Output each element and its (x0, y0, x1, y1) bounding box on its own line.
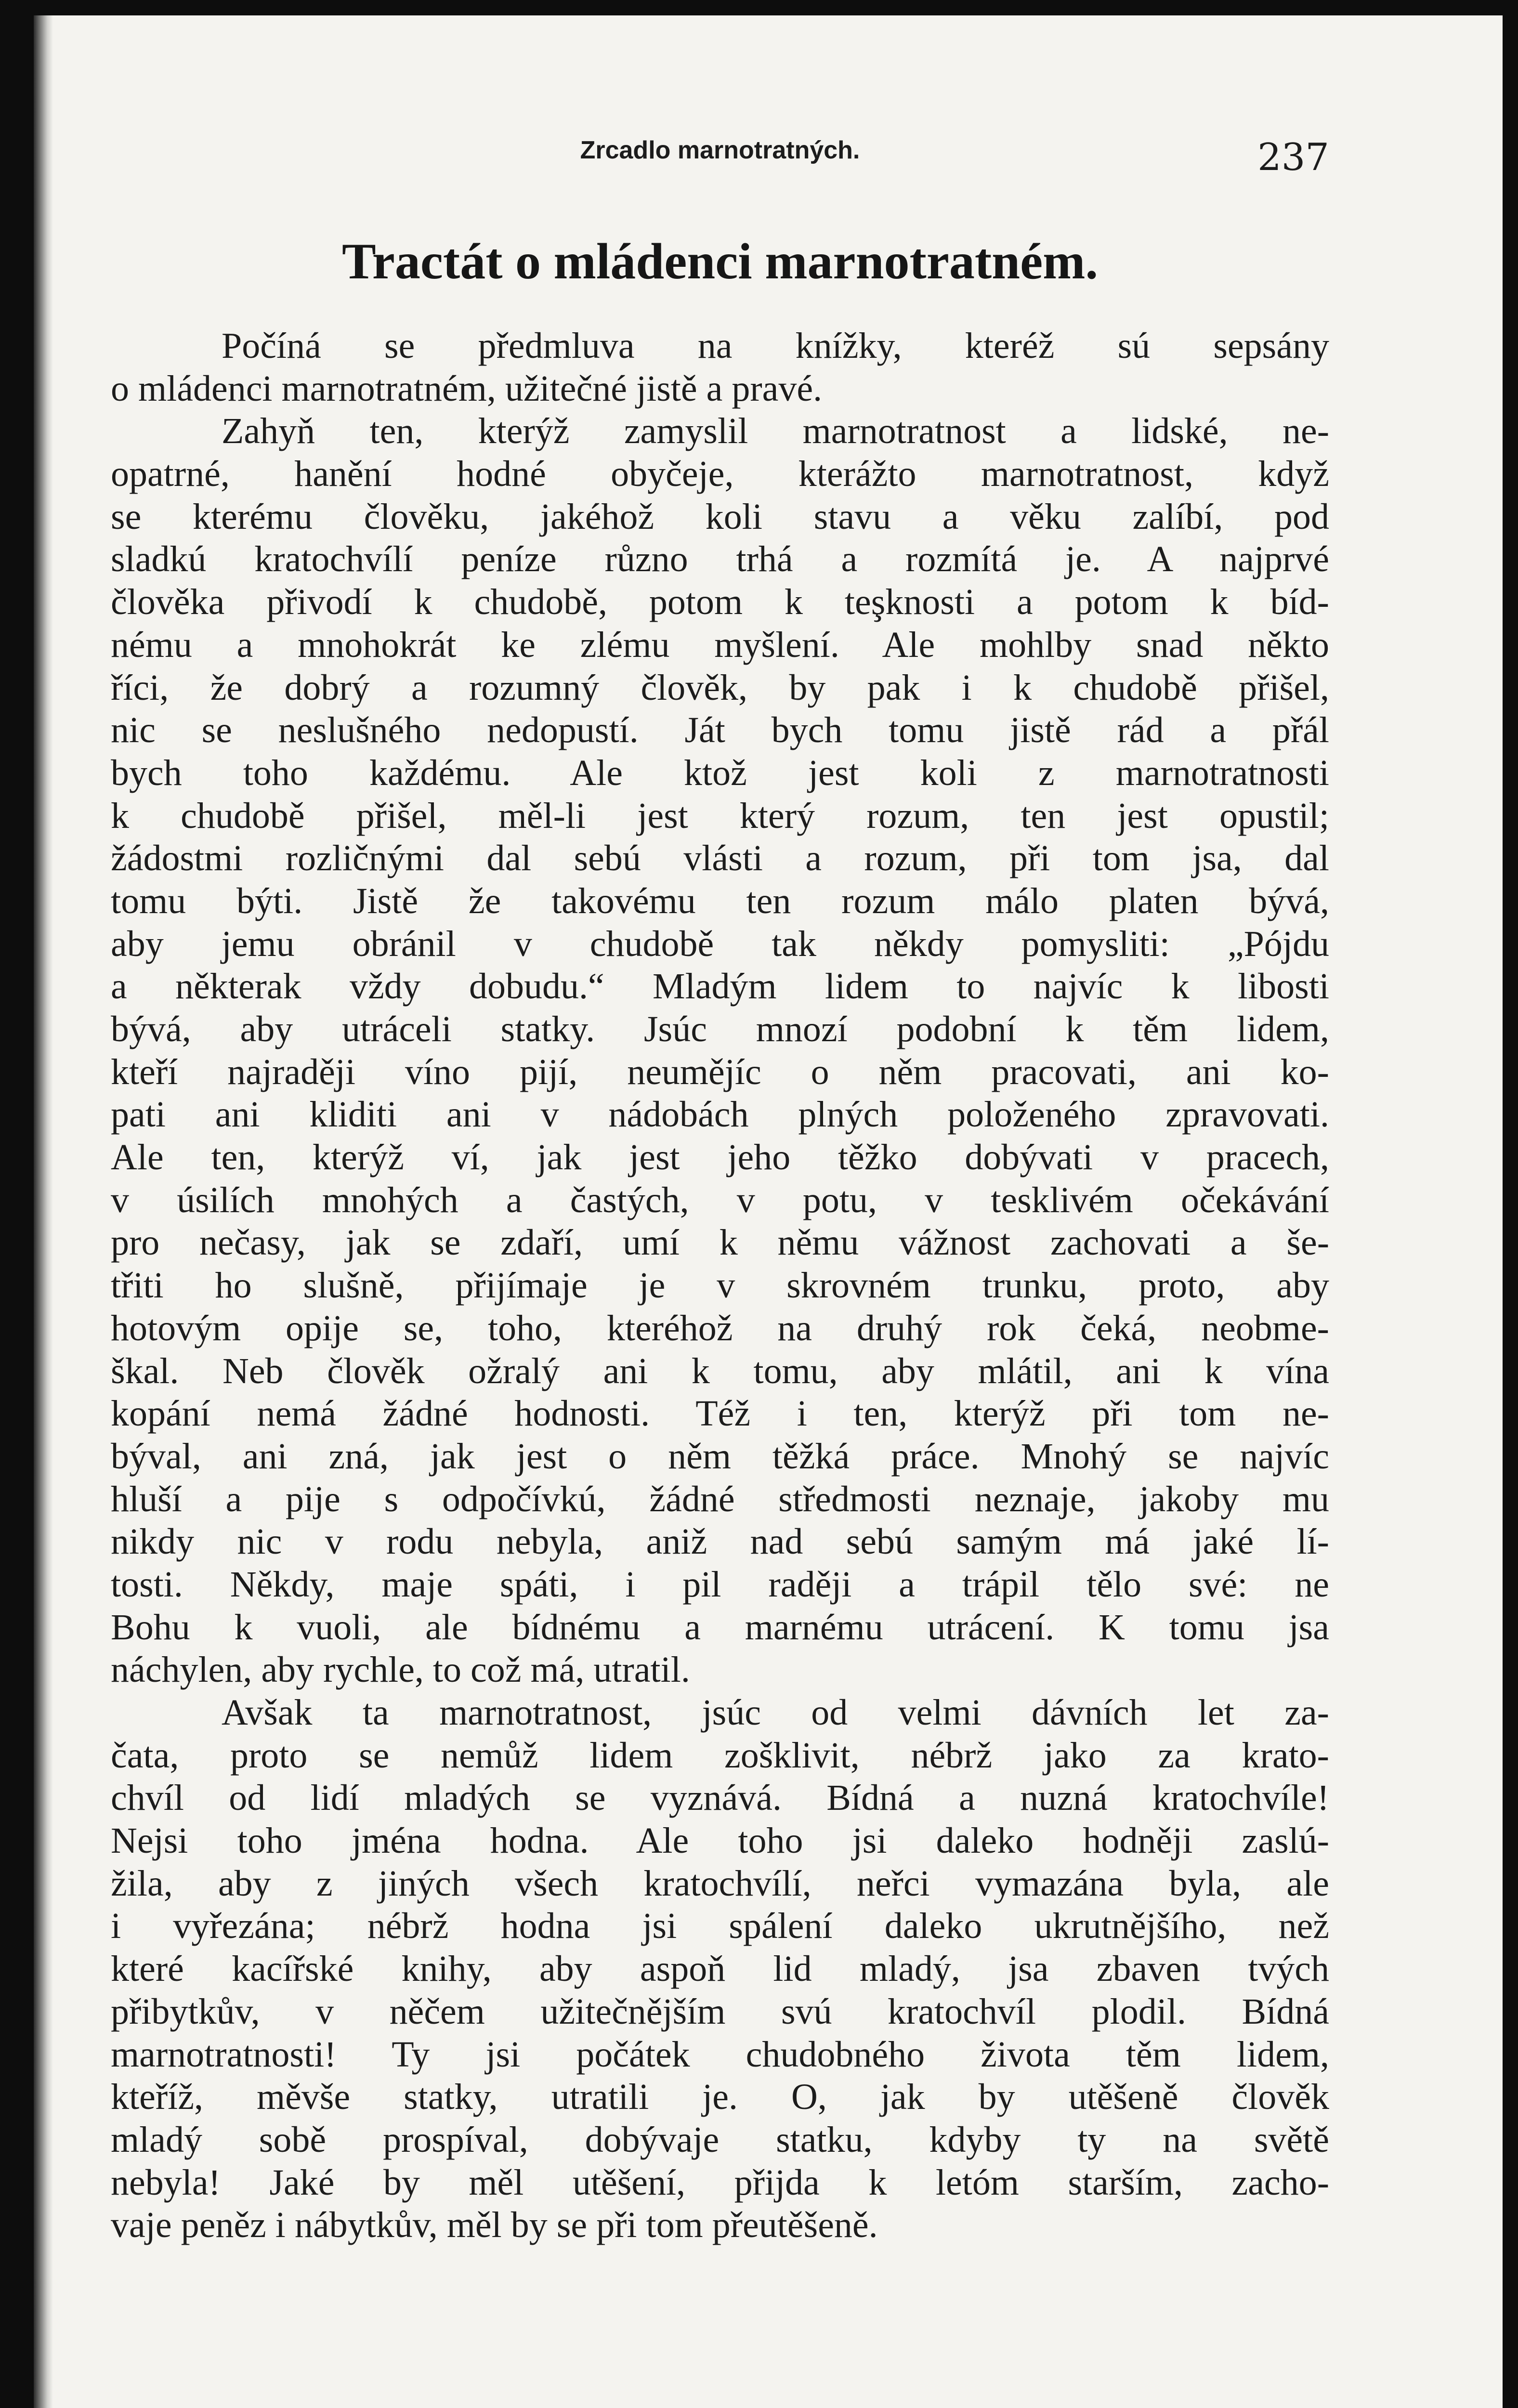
text-line: Nejsi toho jména hodna. Ale toho jsi daleko hodněji zaslú- (111, 1820, 1329, 1861)
text-line: a některak vždy dobudu.“ Mladým lidem to najvíc k libosti (111, 966, 1329, 1007)
text-line: pati ani kliditi ani v nádobách plných položeného zpravovati. (111, 1094, 1329, 1135)
text-line: Zahyň ten, kterýž zamyslil marnotratnost a lidské, ne- (222, 411, 1329, 452)
text-line: žila, aby z jiných všech kratochvílí, neřci vymazána byla, ale (111, 1863, 1329, 1904)
text-line: k chudobě přišel, měl-li jest který rozum, ten jest opustil; (111, 795, 1329, 836)
text-line: nebyla! Jaké by měl utěšení, přijda k letóm starším, zacho- (111, 2162, 1329, 2203)
text-line: čata, proto se nemůž lidem zošklivit, nébrž jako za krato- (111, 1735, 1329, 1776)
text-line: bývá, aby utráceli statky. Jsúc mnozí podobní k těm lidem, (111, 1009, 1329, 1049)
text-line: se kterému člověku, jakéhož koli stavu a věku zalíbí, pod (111, 496, 1329, 537)
text-line: o mládenci marnotratném, užitečné jistě a pravé. (111, 368, 823, 409)
text-line: žádostmi rozličnými dal sebú vlásti a rozum, při tom jsa, dal (111, 838, 1329, 879)
text-line: chvíl od lidí mladých se vyznává. Bídná a nuzná kratochvíle! (111, 1778, 1329, 1819)
page-spine-shadow (34, 15, 53, 2408)
running-head: Zrcadlo marnotratných. (580, 136, 860, 164)
text-line: kteří najraději víno pijí, neumějíc o něm pracovati, ani ko- (111, 1051, 1329, 1092)
text-line: Počíná se předmluva na knížky, kteréž sú sepsány (222, 326, 1329, 366)
text-line: sladkú kratochvílí peníze různo trhá a rozmítá je. A najprvé (111, 539, 1329, 580)
text-line: nikdy nic v rodu nebyla, aniž nad sebú samým má jaké lí- (111, 1521, 1329, 1562)
book-page (34, 15, 1503, 2408)
text-line: třiti ho slušně, přijímaje je v skrovném trunku, proto, aby (111, 1265, 1329, 1306)
text-line: i vyřezána; nébrž hodna jsi spálení daleko ukrutnějšího, než (111, 1906, 1329, 1947)
text-line: tosti. Někdy, maje spáti, i pil raději a trápil tělo své: ne (111, 1564, 1329, 1605)
text-line: bych toho každému. Ale ktož jest koli z marnotratnosti (111, 752, 1329, 793)
text-line: které kacířské knihy, aby aspoň lid mladý, jsa zbaven tvých (111, 1949, 1329, 1989)
text-line: říci, že dobrý a rozumný člověk, by pak i k chudobě přišel, (111, 667, 1329, 708)
text-line: vaje peněz i nábytkův, měl by se při tom přeutěšeně. (111, 2205, 878, 2246)
text-line: Avšak ta marnotratnost, jsúc od velmi dávních let za- (222, 1692, 1329, 1733)
text-line: pro nečasy, jak se zdaří, umí k němu vážnost zachovati a še- (111, 1222, 1329, 1263)
text-line: býval, ani zná, jak jest o něm těžká práce. Mnohý se najvíc (111, 1436, 1329, 1477)
text-line: Ale ten, kterýž ví, jak jest jeho těžko dobývati v pracech, (111, 1137, 1329, 1178)
text-line: kteříž, měvše statky, utratili je. O, jak by utěšeně člověk (111, 2077, 1329, 2118)
text-line: marnotratnosti! Ty jsi počátek chudobného života těm lidem, (111, 2034, 1329, 2075)
text-line: přibytkův, v něčem užitečnějším svú kratochvíl plodil. Bídná (111, 1991, 1329, 2032)
body-text (111, 325, 1329, 2247)
text-line: tomu býti. Jistě že takovému ten rozum málo platen bývá, (111, 880, 1329, 921)
text-line: aby jemu obránil v chudobě tak někdy pomysliti: „Pójdu (111, 923, 1329, 964)
text-line: kopání nemá žádné hodnosti. Též i ten, kterýž při tom ne- (111, 1393, 1329, 1434)
page-number: 237 (1257, 136, 1329, 179)
text-line: náchylen, aby rychle, to což má, utratil. (111, 1649, 690, 1690)
text-line: hotovým opije se, toho, kteréhož na druhý rok čeká, neobme- (111, 1308, 1329, 1348)
text-line: Bohu k vuoli, ale bídnému a marnému utrácení. K tomu jsa (111, 1607, 1329, 1648)
text-line: opatrné, hanění hodné obyčeje, kterážto marnotratnost, když (111, 454, 1329, 495)
text-line: škal. Neb člověk ožralý ani k tomu, aby mlátil, ani k vína (111, 1350, 1329, 1391)
page-header (111, 126, 1329, 184)
text-line: člověka přivodí k chudobě, potom k teşknosti a potom k bíd- (111, 582, 1329, 623)
chapter-title: Tractát o mládenci marnotratném. (342, 233, 1098, 289)
text-line: v úsilích mnohých a častých, v potu, v tesklivém očekávání (111, 1179, 1329, 1220)
text-line: mladý sobě prospíval, dobývaje statku, kdyby ty na světě (111, 2119, 1329, 2160)
text-line: hluší a pije s odpočívkú, žádné středmosti neznaje, jakoby mu (111, 1479, 1329, 1519)
text-line: nic se neslušného nedopustí. Ját bych tomu jistě rád a přál (111, 710, 1329, 751)
text-line: nému a mnohokrát ke zlému myšlení. Ale mohlby snad někto (111, 624, 1329, 665)
